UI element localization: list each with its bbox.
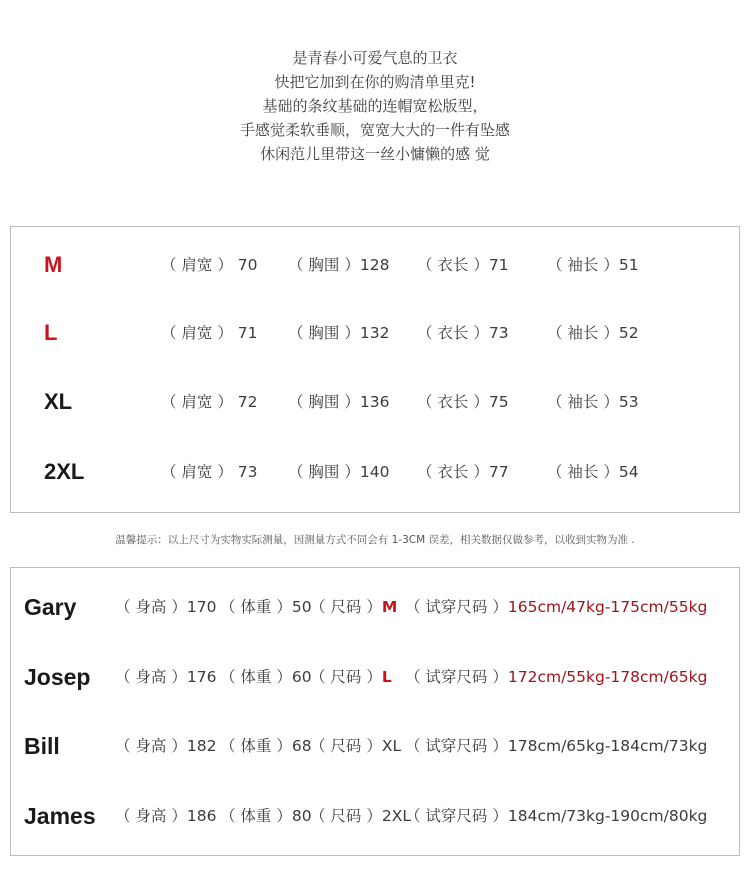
- chest-size: （ 胸围 ）132: [288, 324, 390, 342]
- size-row-xl: [11, 387, 739, 417]
- shoulder-width: （ 肩宽 ） 73: [161, 463, 258, 481]
- size-row-m: [11, 250, 739, 280]
- size-label: 2XL: [44, 459, 85, 484]
- try-on-label: （ 试穿尺码 ）: [405, 737, 508, 755]
- chest-size: （ 胸围 ）128: [288, 256, 390, 274]
- model-row-josep: [11, 662, 739, 692]
- model-size-value: 2XL: [381, 807, 411, 825]
- model-name: Bill: [24, 733, 60, 759]
- description-line: 是青春小可爱气息的卫衣: [292, 49, 458, 67]
- shoulder-width: （ 肩宽 ） 70: [161, 256, 258, 274]
- shoulder-width: （ 肩宽 ） 71: [161, 324, 258, 342]
- model-height: （ 身高 ）186: [115, 807, 217, 825]
- model-name: Gary: [24, 594, 77, 620]
- size-label: M: [44, 252, 63, 277]
- model-weight: （ 体重 ）60: [220, 668, 312, 686]
- try-on-range: 172cm/55kg-178cm/65kg: [507, 668, 708, 686]
- model-size: [310, 592, 397, 622]
- model-row-bill: [11, 731, 739, 761]
- model-weight: （ 体重 ）50: [220, 598, 312, 616]
- model-height: （ 身高 ）182: [115, 737, 217, 755]
- size-label: XL: [44, 389, 73, 414]
- model-size: [310, 731, 401, 761]
- description-line: 基础的条纹基础的连帽宽松版型，: [262, 97, 488, 115]
- try-on-size: [405, 662, 707, 692]
- model-height: （ 身高 ）176: [115, 668, 217, 686]
- model-size-value: L: [381, 668, 392, 686]
- model-row-james: [11, 801, 739, 831]
- shoulder-width: （ 肩宽 ） 72: [161, 393, 258, 411]
- size-row-l: [11, 318, 739, 348]
- model-size-value: XL: [381, 737, 402, 755]
- size-label: L: [44, 320, 58, 345]
- description-line: 休闲范儿里带这一丝小慵懒的感 觉: [260, 145, 490, 163]
- try-on-label: （ 试穿尺码 ）: [405, 598, 508, 616]
- model-weight: （ 体重 ）80: [220, 807, 312, 825]
- model-table: [10, 567, 740, 856]
- model-size: [310, 662, 392, 692]
- model-weight: （ 体重 ）68: [220, 737, 312, 755]
- garment-length: （ 衣长 ）77: [417, 463, 509, 481]
- sleeve-length: （ 袖长 ）53: [547, 393, 639, 411]
- size-field-label: （ 尺码 ）: [310, 668, 382, 686]
- garment-length: （ 衣长 ）73: [417, 324, 509, 342]
- chest-size: （ 胸围 ）140: [288, 463, 390, 481]
- model-height: （ 身高 ）170: [115, 598, 217, 616]
- sleeve-length: （ 袖长 ）54: [547, 463, 639, 481]
- size-field-label: （ 尺码 ）: [310, 737, 382, 755]
- description-line: 手感觉柔软垂顺，宽宽大大的一件有坠感: [239, 121, 510, 139]
- garment-length: （ 衣长 ）71: [417, 256, 509, 274]
- size-field-label: （ 尺码 ）: [310, 807, 382, 825]
- model-row-gary: [11, 592, 739, 622]
- sleeve-length: （ 袖长 ）51: [547, 256, 639, 274]
- description-line: 快把它加到在你的购清单里克!: [274, 73, 476, 91]
- try-on-range: 178cm/65kg-184cm/73kg: [507, 737, 708, 755]
- try-on-size: [405, 801, 707, 831]
- product-description: [0, 46, 750, 166]
- try-on-range: 184cm/73kg-190cm/80kg: [507, 807, 708, 825]
- model-size-value: M: [381, 598, 398, 616]
- chest-size: （ 胸围 ）136: [288, 393, 390, 411]
- model-name: James: [24, 803, 96, 829]
- try-on-size: [405, 592, 707, 622]
- try-on-label: （ 试穿尺码 ）: [405, 807, 508, 825]
- size-table: [10, 226, 740, 513]
- size-field-label: （ 尺码 ）: [310, 598, 382, 616]
- garment-length: （ 衣长 ）75: [417, 393, 509, 411]
- sleeve-length: （ 袖长 ）52: [547, 324, 639, 342]
- model-name: Josep: [24, 664, 91, 690]
- try-on-size: [405, 731, 707, 761]
- measurement-notice: 温馨提示：以上尺寸为实物实际测量，因测量方式不同会有 1-3CM 误差，相关数据仅做参考，以收到实物为准 .: [115, 534, 635, 546]
- size-row-2xl: [11, 457, 739, 487]
- try-on-range: 165cm/47kg-175cm/55kg: [507, 598, 708, 616]
- model-size: [310, 801, 411, 831]
- try-on-label: （ 试穿尺码 ）: [405, 668, 508, 686]
